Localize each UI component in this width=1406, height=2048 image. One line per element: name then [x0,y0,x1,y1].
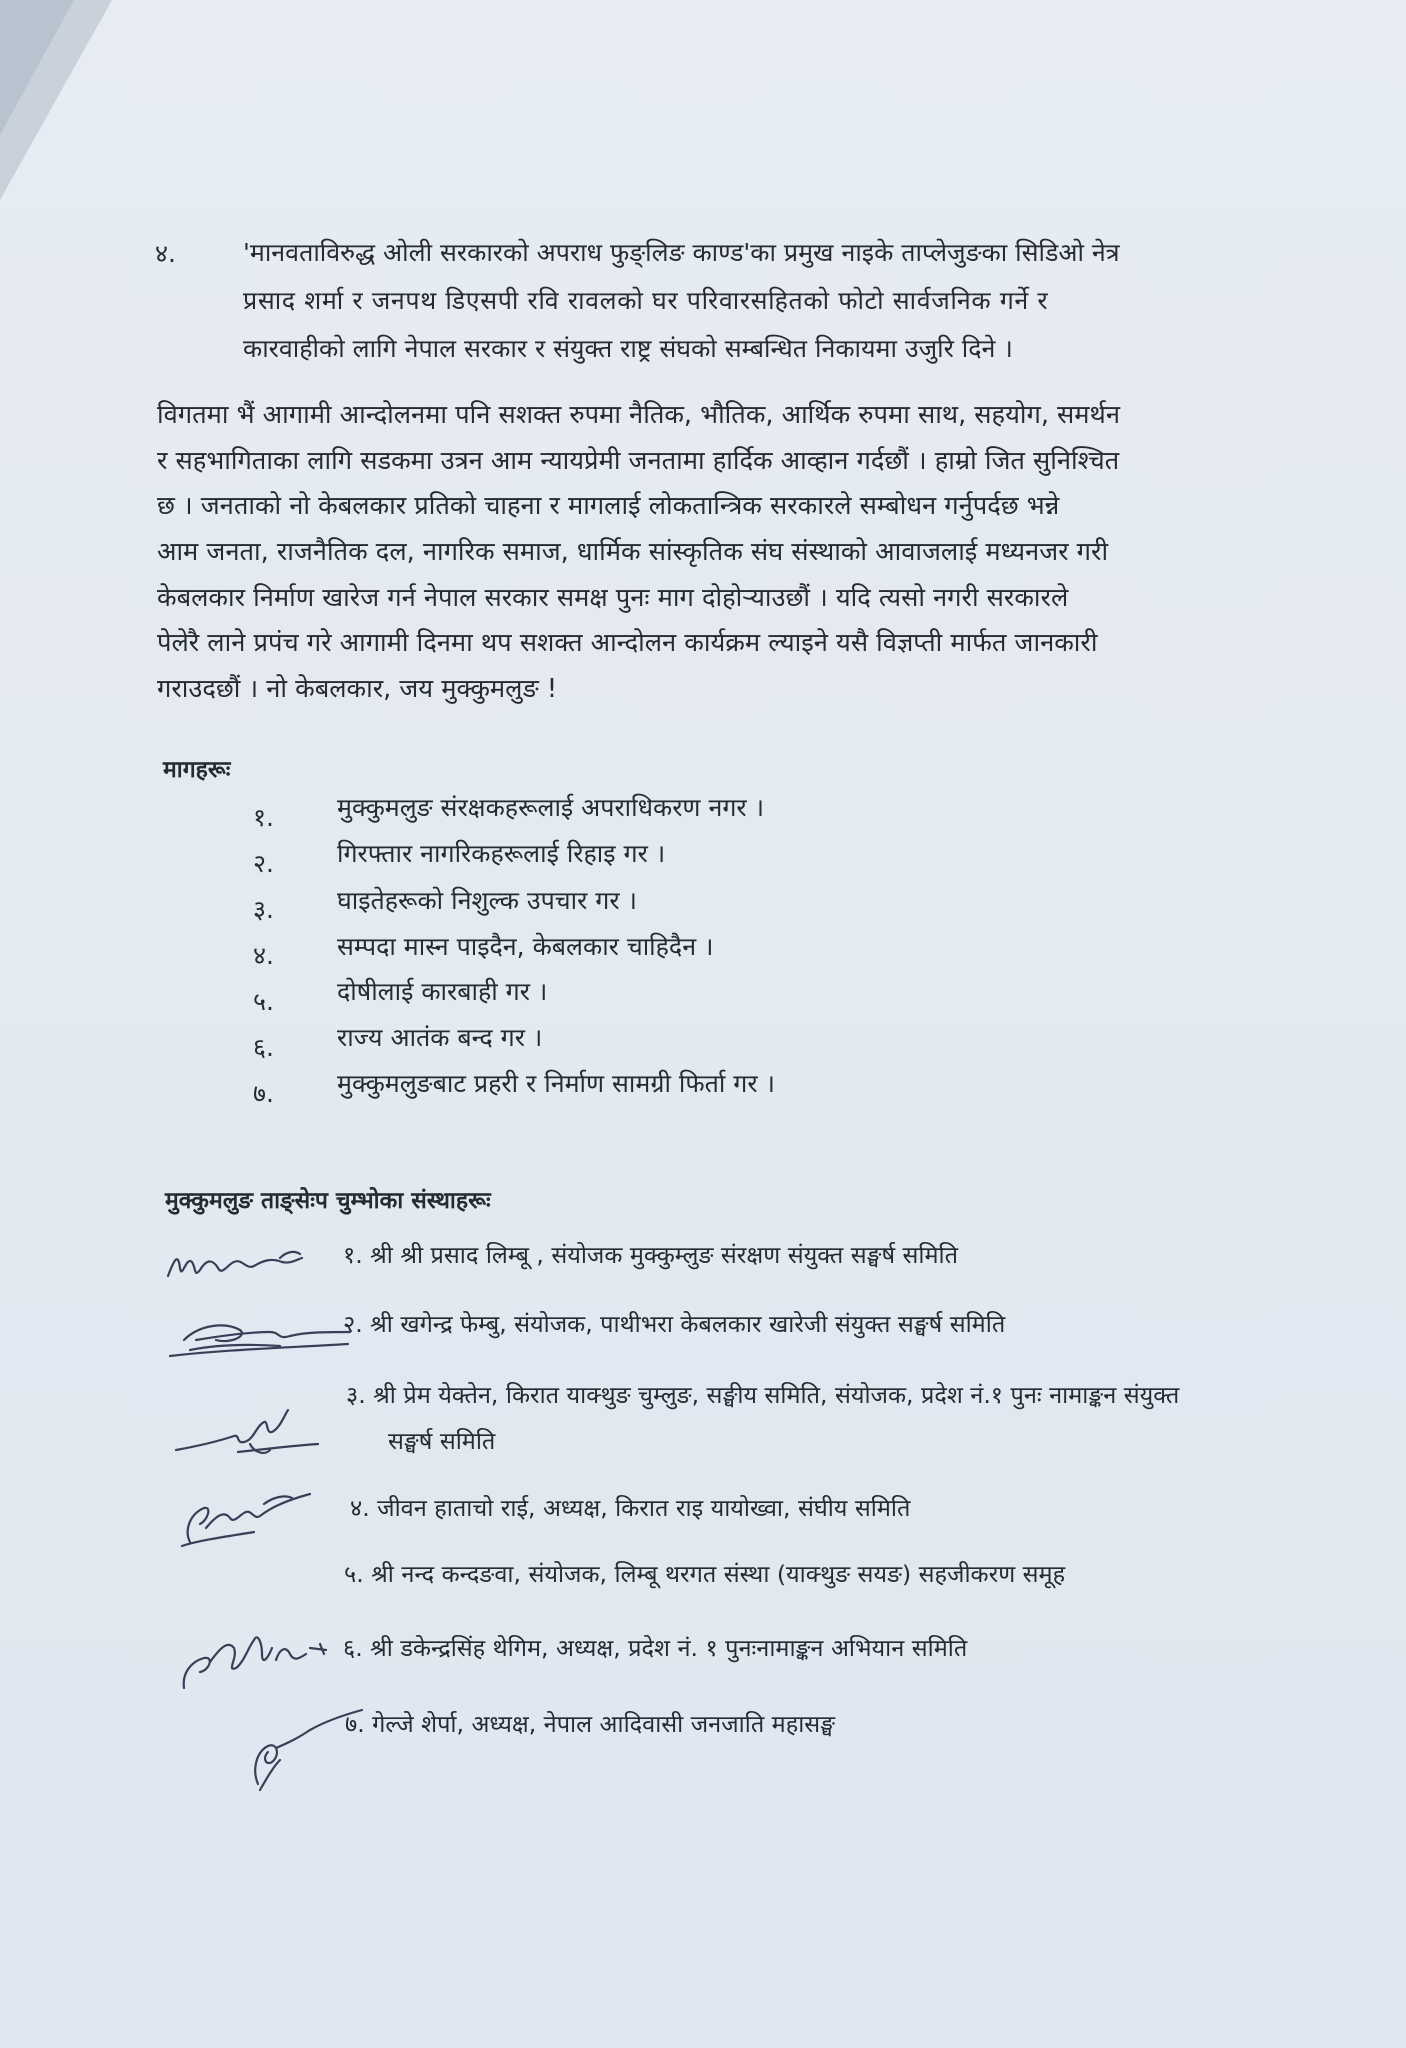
paragraph-line: र सहभागिताका लागि सडकमा उत्रन आम न्यायप्रेमी जनतामा हार्दिक आव्हान गर्दछौं । हाम्रो जित सुनिश्चित [157,446,1120,476]
demand-number: ३. [253,895,274,924]
point-number: ४. [155,239,176,268]
paragraph-line: छ । जनताको नो केबलकार प्रतिको चाहना र मागलाई लोकतान्त्रिक सरकारले सम्बोधन गर्नुपर्दछ भन्ने [157,491,1060,521]
signature-3 [168,1400,328,1466]
paragraph-line: केबलकार निर्माण खारेज गर्न नेपाल सरकार समक्ष पुनः माग दोहोऱ्याउछौं । यदि त्यसो नगरी सरकारले [157,583,1069,613]
organization-entry: ७. गेल्जे शेर्पा, अध्यक्ष, नेपाल आदिवासी जनजाति महासङ्घ [345,1710,836,1738]
demand-number: ५. [253,987,274,1016]
signature-7 [240,1708,370,1794]
demand-text: मुक्कुमलुङ संरक्षकहरूलाई अपराधिकरण नगर । [337,793,765,822]
organization-entry: ६. श्री डकेन्द्रसिंह थेगिम, अध्यक्ष, प्रदेश नं. १ पुनःनामाङ्कन अभियान समिति [343,1634,968,1662]
organizations-heading: मुक्कुमलुङ ताङ्सेःप चुम्भोका संस्थाहरूः [165,1188,491,1214]
demand-number: ४. [253,941,274,970]
demand-text: घाइतेहरूको निशुल्क उपचार गर । [337,886,638,915]
point4-line: कारवाहीको लागि नेपाल सरकार र संयुक्त राष्ट्र संघको सम्बन्धित निकायमा उजुरि दिने । [243,334,1013,363]
organization-entry-continued: सङ्घर्ष समिति [388,1427,496,1455]
paragraph-line: पेलेरै लाने प्रपंच गरे आगामी दिनमा थप सशक्त आन्दोलन कार्यक्रम ल्याइने यसै विज्ञप्ती मार्फत जानकारी [157,628,1098,658]
point4-line: प्रसाद शर्मा र जनपथ डिएसपी रवि रावलको घर परिवारसहितको फोटो सार्वजनिक गर्ने र [243,286,1049,315]
demand-number: १. [253,803,274,832]
demand-text: सम्पदा मास्न पाइदैन, केबलकार चाहिदैन । [337,932,714,961]
organization-entry: २. श्री खगेन्द्र फेम्बु, संयोजक, पाथीभरा केबलकार खारेजी संयुक्त सङ्घर्ष समिति [343,1310,1006,1338]
demand-text: राज्य आतंक बन्द गर । [337,1023,543,1052]
demands-heading: मागहरूः [163,757,231,783]
organization-entry: ३. श्री प्रेम येक्तेन, किरात याक्थुङ चुम्लुङ, सङ्घीय समिति, संयोजक, प्रदेश नं.१ पुनः नामाङ्कन संयुक्त [346,1381,1180,1409]
demand-text: मुक्कुमलुङबाट प्रहरी र निर्माण सामग्री फिर्ता गर । [337,1069,776,1098]
demand-number: ७. [253,1079,274,1108]
paragraph-line: गराउदछौं । नो केबलकार, जय मुक्कुमलुङ ! [157,674,558,704]
demand-number: ६. [253,1033,274,1062]
organization-entry: ४. जीवन हाताचो राई, अध्यक्ष, किरात राइ यायोख्वा, संघीय समिति [350,1494,911,1522]
organization-entry: ५. श्री नन्द कन्दङवा, संयोजक, लिम्बू थरगत संस्था (याक्थुङ सयङ) सहजीकरण समूह [344,1560,1066,1588]
paragraph-line: आम जनता, राजनैतिक दल, नागरिक समाज, धार्मिक सांस्कृतिक संघ संस्थाको आवाजलाई मध्यनजर गरी [157,537,1109,567]
point4-line: 'मानवताविरुद्ध ओली सरकारको अपराध फुङ्लिङ काण्ड'का प्रमुख नाइके ताप्लेजुङका सिडिओ नेत्र [243,238,1120,267]
paragraph-line: विगतमा भैं आगामी आन्दोलनमा पनि सशक्त रुपमा नैतिक, भौतिक, आर्थिक रुपमा साथ, सहयोग, समर्थन [157,400,1120,430]
demand-text: गिरफ्तार नागरिकहरूलाई रिहाइ गर । [337,839,666,868]
organization-entry: १. श्री श्री प्रसाद लिम्बू , संयोजक मुक्कुम्लुङ संरक्षण संयुक्त सङ्घर्ष समिति [343,1241,959,1269]
demand-number: २. [253,849,274,878]
demand-text: दोषीलाई कारबाही गर । [337,977,548,1006]
signature-6 [170,1618,340,1698]
signature-2 [160,1310,360,1368]
signature-4 [160,1480,320,1552]
signature-1 [160,1238,350,1288]
